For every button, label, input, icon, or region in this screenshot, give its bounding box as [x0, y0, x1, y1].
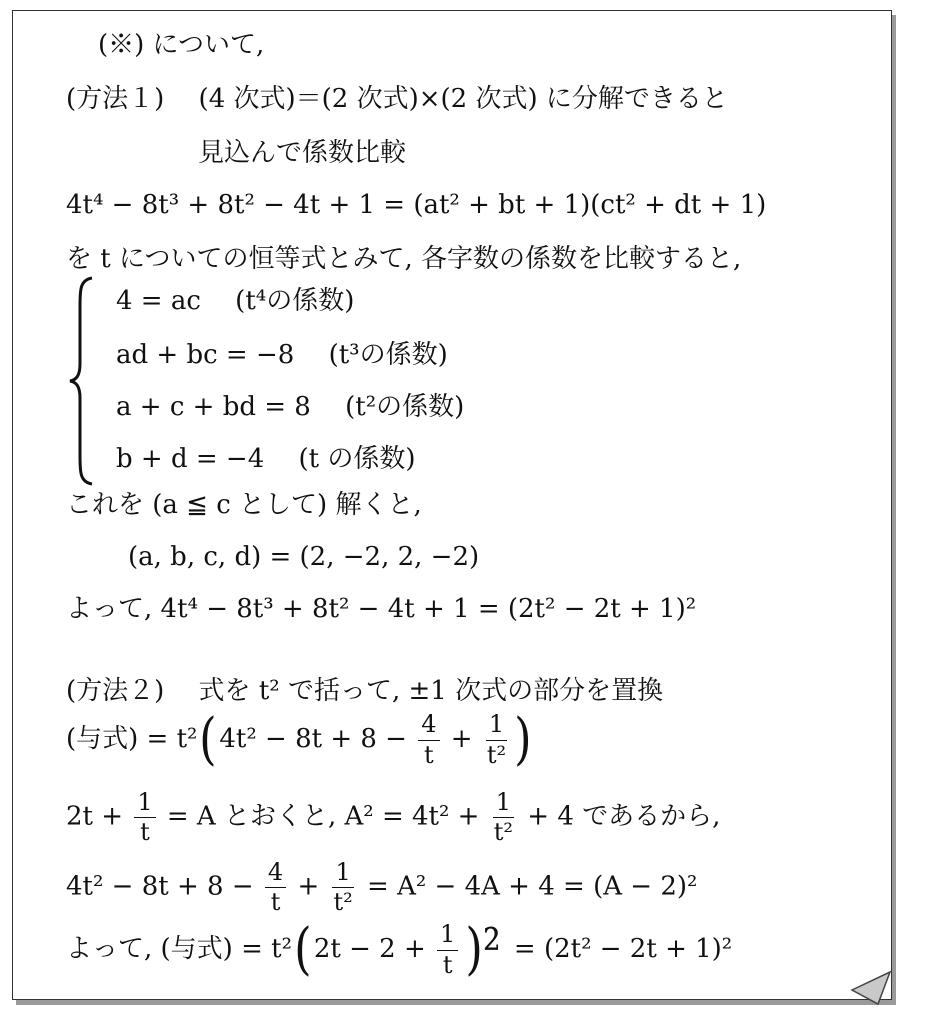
intro-line: (※) について,	[98, 30, 265, 60]
fraction-1-over-t2	[331, 860, 356, 915]
eq2-part-b: = A とおくと, A² = 4t² +	[166, 801, 480, 832]
equation-row-4	[66, 917, 733, 982]
fraction-denominator: t²	[493, 818, 513, 847]
fraction-numerator: 4	[265, 860, 286, 888]
fraction-numerator: 4	[418, 712, 439, 740]
eq3-part-a: 4t² − 8t + 8 −	[66, 871, 254, 902]
fraction-numerator: 1	[437, 922, 458, 950]
solve-line: これを (a ≦ c として) 解くと,	[66, 490, 422, 520]
fraction-numerator: 1	[134, 790, 155, 818]
eq4-left-paren: (	[294, 917, 312, 982]
left-brace	[66, 276, 100, 486]
eq4-part-b: = (2t² − 2t + 1)²	[513, 934, 733, 964]
fraction-numerator: 1	[493, 790, 514, 818]
method2-heading: (方法２) 式を t² で括って, ±1 次式の部分を置換	[66, 676, 664, 706]
identity-equation: 4t⁴ − 8t³ + 8t² − 4t + 1 = (at² + bt + 1)(ct² + dt + 1)	[66, 190, 767, 220]
fraction-denominator: t	[140, 818, 150, 847]
fraction-1-over-t	[134, 790, 155, 845]
eq2-part-c: + 4 であるから,	[527, 801, 721, 832]
eq4-right-paren: )²	[465, 917, 502, 982]
eq3-part-b: = A² − 4A + 4 = (A − 2)²	[367, 871, 698, 902]
system-eq-2: ad + bc = −8 (t³の係数)	[116, 340, 448, 370]
fraction-denominator: t	[442, 950, 453, 979]
eq3-plus: +	[297, 871, 320, 902]
fraction-denominator: t²	[486, 740, 507, 769]
eq2-part-a: 2t +	[66, 801, 124, 832]
page-curl-icon	[850, 970, 894, 1006]
system-eq-4: b + d = −4 (t の係数)	[116, 444, 416, 474]
fraction-numerator: 1	[486, 712, 507, 740]
fraction-4-over-t	[265, 860, 286, 915]
eq4-part-a: よって, (与式) = t²	[66, 934, 293, 964]
eq4-mid: 2t − 2 +	[313, 934, 426, 964]
system-eq-1: 4 = ac (t⁴の係数)	[116, 286, 355, 316]
fraction-4-over-t	[418, 712, 439, 767]
fraction-denominator: t	[270, 888, 281, 917]
fraction-denominator: t²	[333, 888, 353, 917]
eq1-right-paren: )	[514, 707, 532, 772]
fraction-numerator: 1	[332, 860, 353, 888]
equation-row-1	[66, 707, 534, 772]
equation-row-2	[66, 790, 720, 845]
eq1-plus: +	[450, 724, 473, 754]
eq1-left-paren: (	[199, 707, 218, 772]
compare-coefficients-line: を t についての恒等式とみて, 各字数の係数を比較すると,	[66, 244, 742, 274]
factorization-result: よって, 4t⁴ − 8t³ + 8t² − 4t + 1 = (2t² − 2t + 1)²	[66, 594, 697, 624]
method1-heading: (方法１) (4 次式)＝(2 次式)×(2 次式) に分解できると	[66, 84, 728, 114]
equation-row-3	[66, 860, 697, 915]
method1-subheading: 見込んで係数比較	[198, 138, 407, 168]
system-eq-3: a + c + bd = 8 (t²の係数)	[116, 392, 465, 422]
eq1-lhs: (与式) = t²	[66, 724, 198, 754]
eq1-mid: 4t² − 8t + 8 −	[219, 724, 407, 754]
fraction-1-over-t2	[484, 712, 509, 767]
fraction-denominator: t	[424, 740, 434, 769]
fraction-1-over-t2	[491, 790, 516, 845]
fraction-1-over-t	[437, 922, 458, 977]
solution-tuple: (a, b, c, d) = (2, −2, 2, −2)	[128, 542, 480, 572]
